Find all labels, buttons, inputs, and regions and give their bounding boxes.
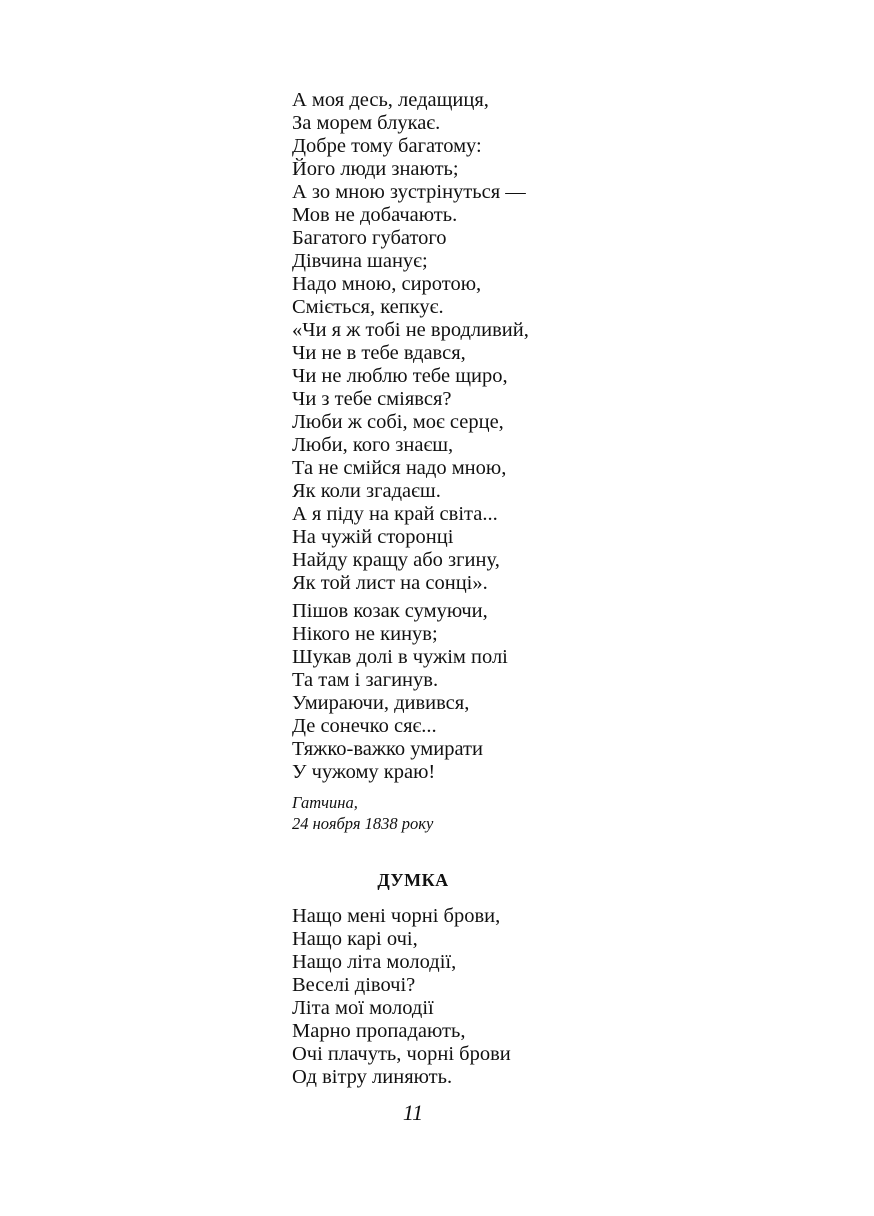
poem-line: Пішов козак сумуючи,: [292, 600, 488, 622]
poem-line: На чужій сторонці: [292, 526, 454, 548]
poem-line: Та там і загинув.: [292, 669, 439, 691]
poem-line: Тяжко-важко умирати: [292, 738, 483, 760]
poem-line: Літа мої молодії: [292, 997, 434, 1019]
poem-line: Багатого губатого: [292, 227, 447, 249]
poem-line: Од вітру линяють.: [292, 1066, 453, 1088]
poem-line: Веселі дівочі?: [292, 974, 416, 996]
poem-line: Найду кращу або згину,: [292, 549, 500, 571]
poem-line: За морем блукає.: [292, 112, 441, 134]
poem-line: Чи не в тебе вдався,: [292, 342, 466, 364]
poem-line: Люби, кого знаєш,: [292, 434, 454, 456]
poem-line: Мов не добачають.: [292, 204, 458, 226]
page-number: 11: [402, 1100, 424, 1125]
poem-title: ДУМКА: [377, 870, 449, 890]
poem-line: Очі плачуть, чорні брови: [292, 1043, 511, 1065]
poem-line: Як той лист на сонці».: [292, 572, 488, 594]
poem-line: Нащо карі очі,: [292, 928, 418, 950]
poem-line: Як коли згадаєш.: [292, 480, 441, 502]
poem-line: Нащо мені чорні брови,: [292, 905, 501, 927]
poem-line: А зо мною зустрінуться —: [292, 181, 526, 203]
poem-line: Умираючи, дивився,: [292, 692, 470, 714]
poem-line: Де сонечко сяє...: [292, 715, 437, 737]
poem-line: Нащо літа молодії,: [292, 951, 457, 973]
poem-stanza: [292, 89, 529, 595]
poem-line: Дівчина шанує;: [292, 250, 428, 272]
poem-line: Чи з тебе сміявся?: [292, 388, 452, 410]
poem-line: А моя десь, ледащиця,: [292, 89, 489, 111]
poem-stanza: [292, 600, 508, 784]
dateline-place: Гатчина,: [292, 793, 358, 812]
poem-line: Надо мною, сиротою,: [292, 273, 482, 295]
poem-line: Чи не люблю тебе щиро,: [292, 365, 508, 387]
poem-line: У чужому краю!: [292, 761, 436, 783]
poem-line: Добре тому багатому:: [292, 135, 482, 157]
poem-line: «Чи я ж тобі не вродливий,: [292, 319, 529, 341]
dateline-date: 24 ноября 1838 року: [292, 814, 434, 833]
poem-line: А я піду на край світа...: [292, 503, 498, 525]
poem-line: Нікого не кинув;: [292, 623, 438, 645]
poem-line: Люби ж собі, моє серце,: [292, 411, 504, 433]
poem-stanza: [292, 905, 511, 1089]
poem-line: Та не смійся надо мною,: [292, 457, 507, 479]
poem-line: Сміється, кепкує.: [292, 296, 444, 318]
poem-line: Марно пропадають,: [292, 1020, 466, 1042]
poem-line: Шукав долі в чужім полі: [292, 646, 508, 668]
poem-dateline: [292, 792, 433, 834]
poem-line: Його люди знають;: [292, 158, 459, 180]
